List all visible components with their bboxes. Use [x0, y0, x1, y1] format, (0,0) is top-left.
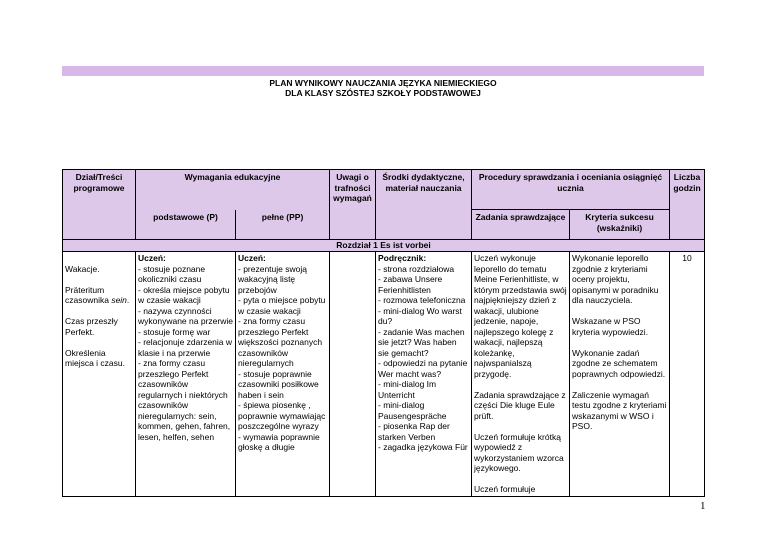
topic-item: Wakacje. — [65, 263, 100, 274]
criteria-item: Wskazane w PSO kryteria wypowiedzi. — [572, 316, 649, 337]
document-subtitle: DLA KLASY SZÓSTEJ SZKOŁY PODSTAWOWEJ — [285, 88, 481, 98]
student-label: Uczeń: — [238, 253, 266, 263]
header-zadania: Zadania sprawdzające — [472, 210, 570, 240]
section-title: Rozdział 1 Es ist vorbei — [63, 240, 705, 252]
header-liczba: Liczba godzin — [670, 170, 705, 240]
task-item: Uczeń formułuje krótką wypowiedź z wykorzystaniem wzorca językowego. — [474, 431, 564, 473]
topic-item: Präteritum czasownika sein. — [65, 284, 130, 305]
header-kryteria: Kryteria sukcesu (wskaźniki) — [570, 210, 670, 240]
criteria-item: Zaliczenie wymagań testu zgodne z kryteriami wskazanymi w WSO i PSO. — [572, 389, 667, 431]
table-row — [63, 252, 705, 497]
header-srodki: Środki dydaktyczne, materiał nauczania — [376, 170, 472, 240]
textbook-label: Podręcznik: — [378, 253, 427, 263]
cell-pelne — [236, 252, 330, 497]
header-procedury: Procedury sprawdzania i oceniania osiągnięć ucznia — [472, 170, 670, 210]
cell-uwagi — [330, 252, 376, 497]
task-item: Uczeń formułuje — [474, 484, 536, 494]
cell-dzial — [63, 252, 136, 497]
criteria-item: Wykonanie leporello zgodnie z kryteriami oceny projektu, opisanymi w poradniku dla nauczyciela. — [572, 253, 659, 305]
header-uwagi: Uwagi o trafności wymagań — [330, 170, 376, 240]
header-color-band — [62, 66, 704, 76]
document-title: PLAN WYNIKOWY NAUCZANIA JĘZYKA NIEMIECKIEGO — [269, 78, 497, 88]
topic-item: Czas przeszły Perfekt. — [65, 316, 118, 337]
header-pelne: pełne (PP) — [236, 210, 330, 240]
cell-podstawowe — [136, 252, 236, 497]
page-number: 1 — [700, 500, 706, 512]
plan-table — [62, 169, 705, 497]
cell-liczba: 10 — [670, 252, 705, 497]
requirements-basic: - stosuje poznane okoliczniki czasu - określa miejsce pobytu w czasie wakacji - nazywa czynności wykonywane na przerwie - stosuje formę war - relacjonuje zdarzenia w klasie i na przerwie - zna formy czasu przeszłego Perfekt czasowników regularnych i niektórych czasowników nieregularnych: sein, kommen, gehen, fahren, lesen, helfen, sehen — [138, 263, 233, 442]
criteria-item: Wykonanie zadań zgodne ze schematem poprawnych odpowiedzi. — [572, 347, 666, 379]
task-item: Uczeń wykonuje leporello do tematu Meine Ferienhitliste, w którym przedstawia swój najpiękniejszy dzień z wakacji, ulubione jedzenie, napoje, najlepszego kolegę z wakacji, najlepszą koleżankę, najwspanialszą przygodę. — [474, 253, 567, 379]
requirements-full: - prezentuje swoją wakacyjną listę przebojów - pyta o miejsce pobytu w czasie wakacji - zna formy czasu przeszłego Perfekt większości poznanych czasowników nieregularnych - stosuje poprawnie czasowniki posiłkowe haben i sein - śpiewa piosenkę , poprawnie wymawiając poszczególne wyrazy - wymawia poprawnie głoskę a długie — [238, 263, 326, 452]
cell-kryteria — [570, 252, 670, 497]
header-dzial: Dział/Treści programowe — [63, 170, 136, 240]
student-label: Uczeń: — [138, 253, 166, 263]
header-wymagania: Wymagania edukacyjne — [136, 170, 330, 210]
cell-srodki — [376, 252, 472, 497]
teaching-materials: - strona rozdziałowa - zabawa Unsere Ferienhitlisten - rozmowa telefoniczna - mini-dialog Wo warst du? - zadanie Was machen sie jetzt? Was haben sie gemacht? - odpowiedzi na pytanie Wer macht was? - mini-dialog Im Unterricht - mini-dialog Pausengespräche - piosenka Rap der starken Verben - zagadka językowa Für — [378, 263, 468, 452]
topic-item: Określenia miejsca i czasu. — [65, 347, 125, 368]
cell-zadania — [472, 252, 570, 497]
task-item: Zadania sprawdzające z części Die kluge Eule prüft. — [474, 389, 566, 421]
header-podstawowe: podstawowe (P) — [136, 210, 236, 240]
